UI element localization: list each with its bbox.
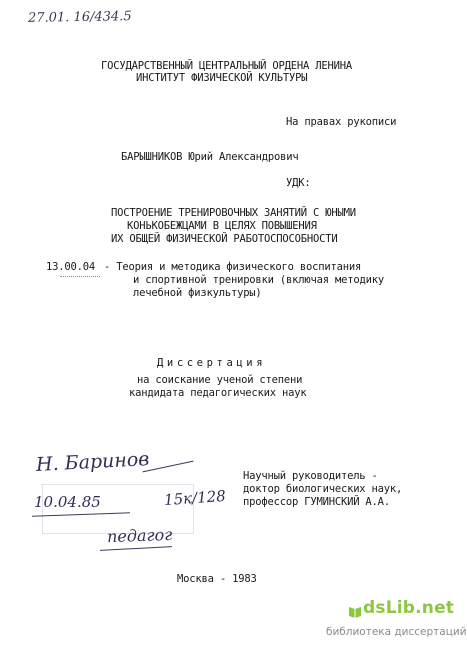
handwritten-reference: 27.01. 16/434.5 (27, 9, 132, 26)
handwritten-date: 10.04.85 (34, 493, 101, 511)
degree-line-1: на соискание ученой степени (137, 374, 303, 386)
dslib-brand: dsLib.net (363, 598, 455, 618)
title-line-2: КОНЬКОБЕЖЦАМИ В ЦЕЛЯХ ПОВЫШЕНИЯ (127, 220, 317, 232)
document-type: Диссертация (157, 357, 267, 369)
supervisor-line-2: доктор биологических наук, (243, 483, 403, 495)
city-year: Москва - 1983 (177, 573, 257, 585)
institution-line-1: ГОСУДАРСТВЕННЫЙ ЦЕНТРАЛЬНЫЙ ОРДЕНА ЛЕНИНА (101, 60, 352, 72)
handwritten-signature: Н. Баринов (35, 448, 150, 476)
word-underline (100, 546, 172, 551)
title-line-3: ИХ ОБЩЕЙ ФИЗИЧЕСКОЙ РАБОТОСПОСОБНОСТИ (111, 233, 338, 245)
supervisor-line-3: профессор ГУМИНСКИЙ А.А. (243, 496, 390, 508)
degree-line-2: кандидата педагогических наук (129, 387, 307, 399)
udk-label: УДК: (286, 177, 311, 189)
dslib-logo (348, 598, 455, 622)
institution-line-2: ИНСТИТУТ ФИЗИЧЕСКОЙ КУЛЬТУРЫ (136, 72, 308, 84)
supervisor-line-1: Научный руководитель - (243, 470, 378, 482)
rights-note: На правах рукописи (286, 116, 397, 128)
author-name: БАРЫШНИКОВ Юрий Александрович (121, 151, 299, 163)
specialty-line-2: и спортивной тренировки (включая методику (133, 274, 384, 286)
dslib-subtitle: библиотека диссертаций (326, 626, 467, 638)
specialty-line-3: лечебной физкультуры) (133, 287, 262, 299)
handwritten-word: педагог (106, 524, 173, 547)
specialty-dots (60, 276, 100, 277)
signature-stroke (142, 461, 193, 473)
specialty-line-1: - Теория и методика физического воспитания (104, 261, 362, 273)
dslib-book-icon (348, 603, 362, 617)
handwritten-code: 15к/128 (163, 486, 227, 510)
title-line-1: ПОСТРОЕНИЕ ТРЕНИРОВОЧНЫХ ЗАНЯТИЙ С ЮНЫМИ (111, 207, 356, 219)
specialty-code: 13.00.04 (46, 261, 95, 273)
